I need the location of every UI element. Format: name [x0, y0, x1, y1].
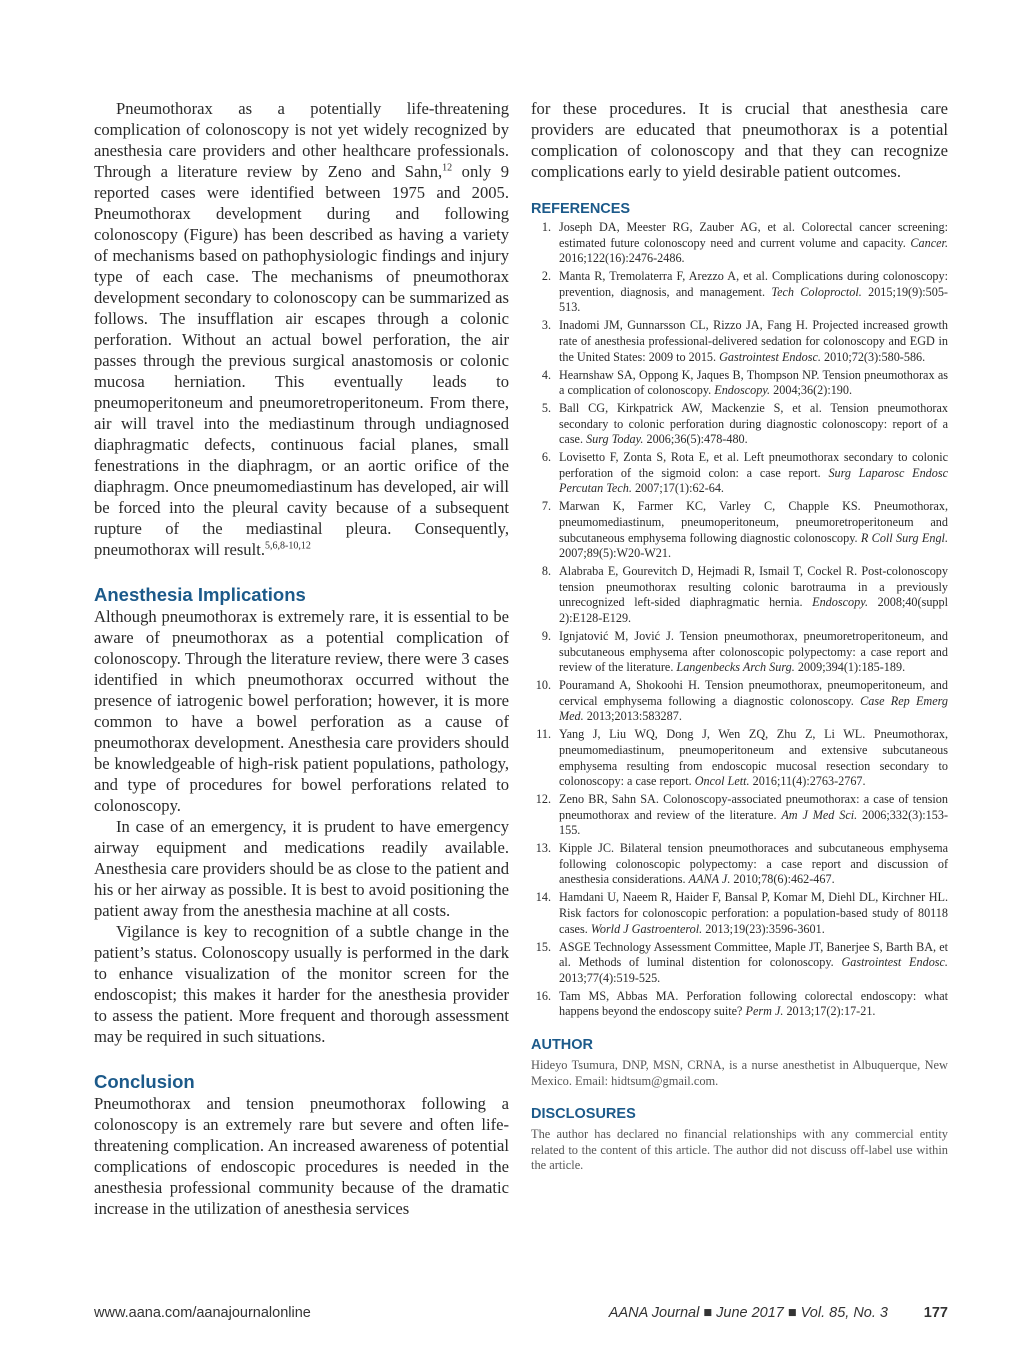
- reference-journal: Endoscopy.: [714, 383, 771, 398]
- reference-journal: Gastrointest Endosc.: [719, 349, 821, 364]
- disclosures-text: The author has declared no financial relationships with any commercial entity related to the content of this article. The author did not discuss off-label use within the article.: [531, 1127, 948, 1173]
- citation-superscript: 12: [442, 162, 453, 174]
- reference-item: [531, 368, 948, 399]
- reference-text: Yang J, Liu WQ, Dong J, Wen ZQ, Zhu Z, Li WL. Pneumothorax, pneumomediastinum, pneumoperitoneum and extensive subcutaneous emphysema resulting from endoscopic mucosal resection secondary to colonoscopy: a case report.: [559, 727, 948, 789]
- reference-text: ASGE Technology Assessment Committee, Maple JT, Banerjee S, Barth BA, et al. Methods of luminal distention for colonoscopy.: [559, 939, 948, 970]
- reference-item: [531, 318, 948, 365]
- reference-journal: Gastrointest Endosc.: [841, 955, 948, 970]
- implications-paragraph: Vigilance is key to recognition of a subtle change in the patient’s status. Colonoscopy usually is performed in the dark to enhance visualization of the monitor screen for the endoscopist; this makes it harder for the anesthesia provider to assess the patient. More frequent and thorough assessment may be required in such situations.: [94, 922, 509, 1046]
- reference-number: 4.: [541, 367, 551, 382]
- reference-text: Alabraba E, Gourevitch D, Hejmadi R, Ismail T, Cockel R. Post-colonoscopy tension pneumothorax resulting colonic barotrauma in a previously unrecognized left-sided diaphragmatic hernia.: [559, 564, 948, 610]
- reference-journal: Case Rep Emerg Med.: [559, 693, 948, 724]
- reference-number: 15.: [535, 939, 551, 954]
- reference-number: 2.: [541, 269, 551, 284]
- journal-issue-info: AANA Journal ■ June 2017 ■ Vol. 85, No. 3: [608, 1305, 888, 1321]
- reference-item: [531, 841, 948, 888]
- reference-item: [531, 727, 948, 789]
- reference-item: [531, 629, 948, 676]
- reference-text: Hearnshaw SA, Oppong K, Jaques B, Thompson NP. Tension pneumothorax as a complication of colonoscopy.: [559, 367, 948, 398]
- reference-number: 8.: [541, 564, 551, 579]
- section-heading-anesthesia-implications: Anesthesia Implications: [94, 584, 306, 605]
- reference-text: Marwan K, Farmer KC, Varley C, Chapple KS. Pneumothorax, pneumomediastinum, pneumoperitoneum, pneumoretroperitoneum and subcutaneous emphysema following diagnostic colonoscopy.: [559, 499, 948, 545]
- reference-number: 6.: [541, 450, 551, 465]
- reference-citation: 2010;72(3):580-586.: [820, 349, 926, 364]
- reference-text: Pouramand A, Shokoohi H. Tension pneumothorax, pneumoperitoneum, and cervical emphysema following a diagnostic colonoscopy.: [559, 678, 948, 708]
- right-column: [531, 98, 948, 1174]
- reference-text: Joseph DA, Meester RG, Zauber AG, et al. Colorectal cancer screening: estimated future colonoscopy need and current volume and capacity.: [559, 220, 948, 250]
- reference-journal: AANA J.: [688, 872, 731, 887]
- reference-number: 3.: [541, 318, 551, 333]
- reference-citation: 2015;19(9):505-513.: [559, 284, 948, 315]
- page-number: 177: [923, 1305, 948, 1321]
- reference-citation: 2009;394(1):185-189.: [794, 660, 906, 675]
- reference-number: 14.: [535, 890, 551, 905]
- reference-item: [531, 989, 948, 1020]
- reference-item: [531, 940, 948, 987]
- reference-citation: 2008;40(suppl 2):E128-E129.: [559, 595, 948, 625]
- left-column: [94, 98, 509, 1219]
- reference-item: [531, 792, 948, 839]
- disclosures-heading: DISCLOSURES: [531, 1106, 636, 1123]
- reference-text: Zeno BR, Sahn SA. Colonoscopy-associated pneumothorax: a case of tension pneumothorax and review of the literature.: [559, 792, 948, 822]
- reference-citation: 2016;11(4):2763-2767.: [749, 774, 866, 789]
- reference-number: 5.: [541, 401, 551, 416]
- reference-citation: 2013;77(4):519-525.: [559, 970, 661, 985]
- reference-citation: 2006;36(5):478-480.: [643, 432, 748, 447]
- implications-paragraph: Although pneumothorax is extremely rare, it is essential to be aware of pneumothorax as a potential complication of colonoscopy. Through the literature review, there were 3 cases identified in which pneumothorax occurred without the presence of iatrogenic bowel perforation; however, it is more common to have a bowel perforation as a cause of pneumothorax development. Anesthesia care providers should be knowledgeable of high-risk patient populations, pathology, and type of procedures for bowel perforations related to colonoscopy.: [94, 607, 509, 815]
- reference-number: 7.: [541, 499, 551, 514]
- section-heading-conclusion: Conclusion: [94, 1071, 195, 1092]
- reference-citation: 2010;78(6):462-467.: [730, 872, 835, 887]
- reference-number: 16.: [535, 988, 551, 1003]
- reference-citation: 2013;17(2):17-21.: [783, 1004, 876, 1019]
- continued-paragraph: for these procedures. It is crucial that anesthesia care providers are educated that pneumothorax is a potential complication of colonoscopy and that they can recognize complications early to yield desirable patient outcomes.: [531, 99, 948, 181]
- conclusion-paragraph: Pneumothorax and tension pneumothorax following a colonoscopy is an extremely rare but severe and often life-threatening complication. An increased awareness of potential complications of endoscopic procedures is needed in the anesthesia professional community because of the dramatic increase in the utilization of anesthesia services: [94, 1094, 509, 1218]
- references-list: [531, 220, 948, 1020]
- reference-text: Inadomi JM, Gunnarsson CL, Rizzo JA, Fang H. Projected increased growth rate of anesthesia professional-delivered sedation for colonoscopy and EGD in the United States: 2009 to 2015.: [559, 318, 948, 364]
- reference-journal: Perm J.: [745, 1004, 784, 1019]
- reference-citation: 2006;332(3):153-155.: [559, 807, 949, 838]
- reference-number: 12.: [535, 792, 551, 807]
- reference-journal: Am J Med Sci.: [781, 807, 858, 822]
- reference-text: Manta R, Tremolaterra F, Arezzo A, et al. Complications during colonoscopy: prevention, diagnosis, and management.: [559, 269, 948, 299]
- implications-paragraph: In case of an emergency, it is prudent to have emergency airway equipment and medications readily available. Anesthesia care providers should be as close to the patient and his or her airway as possible. It is best to avoid positioning the patient away from the anesthesia machine at all costs.: [94, 817, 509, 920]
- reference-number: 1.: [541, 220, 551, 234]
- reference-journal: Surg Today.: [586, 432, 644, 447]
- reference-journal: World J Gastroenterol.: [590, 921, 703, 936]
- reference-item: [531, 678, 948, 725]
- reference-number: 10.: [535, 678, 551, 693]
- reference-item: [531, 220, 948, 267]
- reference-text: Ball CG, Kirkpatrick AW, Mackenzie S, et al. Tension pneumothorax secondary to colonic perforation during diagnostic colonoscopy: report of a case.: [559, 401, 948, 447]
- reference-number: 11.: [536, 727, 551, 742]
- reference-citation: 2016;122(16):2476-2486.: [559, 251, 685, 266]
- reference-item: [531, 890, 948, 937]
- reference-journal: Langenbecks Arch Surg.: [676, 660, 795, 675]
- reference-journal: Surg Laparosc Endosc Percutan Tech.: [559, 465, 948, 496]
- reference-item: [531, 401, 948, 448]
- reference-text: Tam MS, Abbas MA. Perforation following colorectal endoscopy: what happens beyond the endoscopy suite?: [559, 988, 948, 1019]
- reference-citation: 2007;17(1):62-64.: [631, 481, 724, 496]
- reference-journal: Tech Coloproctol.: [771, 284, 862, 299]
- citation-superscript: 5,6,8-10,12: [264, 540, 311, 552]
- reference-item: [531, 499, 948, 561]
- reference-item: [531, 450, 948, 497]
- journal-url-link[interactable]: www.aana.com/aanajournalonline: [94, 1305, 311, 1321]
- reference-journal: Cancer.: [910, 235, 948, 250]
- reference-number: 9.: [541, 628, 551, 643]
- reference-citation: 2013;19(23):3596-3601.: [702, 921, 825, 936]
- reference-text: Ignjatović M, Jović J. Tension pneumothorax, pneumoretroperitoneum, and subcutaneous emphysema after colonoscopic polypectomy: a case report and review of the literature.: [559, 628, 948, 675]
- reference-item: [531, 269, 948, 316]
- reference-citation: 2007;89(5):W20-W21.: [559, 546, 672, 561]
- reference-journal: Oncol Lett.: [694, 774, 750, 789]
- references-heading: REFERENCES: [531, 201, 631, 217]
- reference-text: Kipple JC. Bilateral tension pneumothoraces and subcutaneous emphysema following colonoscopic polypectomy: a case report and discussion of anesthesia considerations.: [559, 841, 948, 887]
- reference-text: Hamdani U, Naeem R, Haider F, Bansal P, Komar M, Diehl DL, Kirchner HL. Risk factors for colonoscopic perforation: a population-based study of 80118 cases.: [559, 890, 948, 936]
- page-footer: [94, 1305, 948, 1325]
- reference-text: Lovisetto F, Zonta S, Rota E, et al. Left pneumothorax secondary to colonic perforation of the sigmoid colon: a case report.: [559, 450, 948, 480]
- reference-citation: 2004;36(2):190.: [770, 383, 853, 398]
- author-bio: Hideyo Tsumura, DNP, MSN, CRNA, is a nurse anesthetist in Albuquerque, New Mexico. Email: hidtsum@gmail.com.: [531, 1057, 948, 1088]
- reference-journal: Endoscopy.: [812, 595, 868, 610]
- author-heading: AUTHOR: [531, 1036, 594, 1053]
- reference-citation: 2013;2013:583287.: [583, 709, 682, 724]
- reference-journal: R Coll Surg Engl.: [860, 530, 948, 545]
- reference-item: [531, 564, 948, 626]
- reference-number: 13.: [535, 841, 551, 856]
- intro-paragraph: Pneumothorax as a potentially life-threatening complication of colonoscopy is not yet widely recognized by anesthesia care providers and other healthcare professionals. Through a literature review by Zeno and Sahn,$^{12}$ only 9 reported cases were identified between 1975 and 2005. Pneumothorax development during and following colonoscopy (Figure) has been described as having a variety of mechanisms based on pathophysiologic findings and injury type of each case. The mechanisms of pneumothorax development secondary to colonoscopy can be summarized as follows. The insufflation air escapes through a colonic perforation. Without an actual bowel perforation, the air passes through the previous surgical anastomosis or colonic mucosa herniation. This eventually leads to pneumoperitoneum and pneumoretroperitoneum. From there, air will travel into the mediastinum through undiagnosed diaphragmatic defects, continuous facial planes, small fenestrations in the diaphragm, or an aortic orifice of the diaphragm. Once pneumomediastinum has developed, air will be forced into the pleural cavity because of a subsequent rupture of the mediastinal pleura. Consequently, pneumothorax will result.$^{5,6,8-10,12}$: [94, 99, 509, 559]
